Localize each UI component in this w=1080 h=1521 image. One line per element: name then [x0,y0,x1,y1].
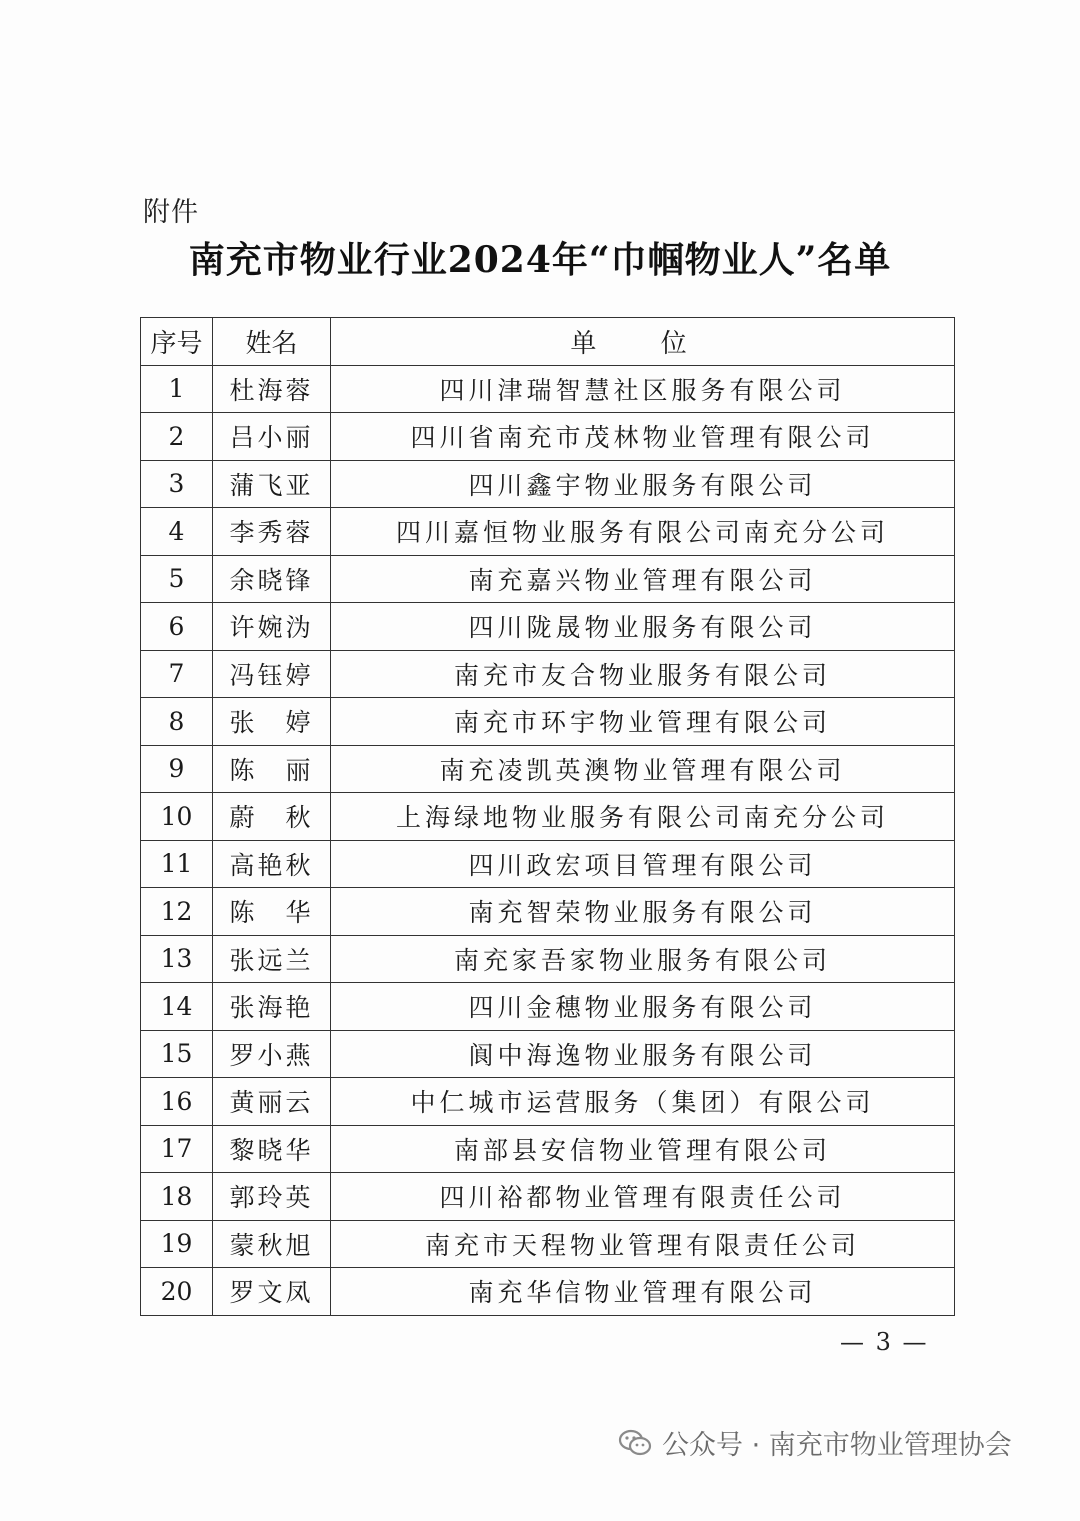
row-name: 罗文凤 [213,1268,331,1316]
row-number: 5 [141,555,213,603]
row-unit: 南充凌凯英澳物业管理有限公司 [331,745,955,793]
row-unit: 南充市友合物业服务有限公司 [331,650,955,698]
row-number: 17 [141,1125,213,1173]
row-number: 12 [141,888,213,936]
row-number: 8 [141,698,213,746]
header-name: 姓名 [213,318,331,366]
row-number: 16 [141,1078,213,1126]
table-row [141,1220,955,1268]
row-unit: 四川政宏项目管理有限公司 [331,840,955,888]
table-row [141,1173,955,1221]
watermark-text: 公众号 · 南充市物业管理协会 [662,1430,1012,1461]
table-row [141,793,955,841]
attachment-label: 附件 [143,197,199,228]
row-unit: 四川金穗物业服务有限公司 [331,983,955,1031]
table-body [141,365,955,1315]
document-title: 南充市物业行业2024年“巾帼物业人”名单 [188,239,892,281]
row-name: 黎晓华 [213,1125,331,1173]
row-name: 李秀蓉 [213,508,331,556]
table-row [141,1030,955,1078]
row-number: 10 [141,793,213,841]
row-number: 3 [141,460,213,508]
row-number: 20 [141,1268,213,1316]
row-name: 蒙秋旭 [213,1220,331,1268]
row-number: 19 [141,1220,213,1268]
row-name: 张海艳 [213,983,331,1031]
table-row [141,555,955,603]
row-name: 许婉沩 [213,603,331,651]
row-name: 蔚 秋 [213,793,331,841]
table-row [141,508,955,556]
row-name: 高艳秋 [213,840,331,888]
row-unit: 四川省南充市茂林物业管理有限公司 [331,413,955,461]
row-name: 陈 丽 [213,745,331,793]
row-name: 陈 华 [213,888,331,936]
row-number: 9 [141,745,213,793]
row-unit: 南充华信物业管理有限公司 [331,1268,955,1316]
row-unit: 南充智荣物业服务有限公司 [331,888,955,936]
row-unit: 四川陇晟物业服务有限公司 [331,603,955,651]
row-unit: 四川鑫宇物业服务有限公司 [331,460,955,508]
table-row [141,983,955,1031]
table-row [141,745,955,793]
table-row [141,698,955,746]
row-number: 7 [141,650,213,698]
row-number: 18 [141,1173,213,1221]
row-number: 11 [141,840,213,888]
table-row [141,1078,955,1126]
row-unit: 南充嘉兴物业管理有限公司 [331,555,955,603]
row-unit: 四川嘉恒物业服务有限公司南充分公司 [331,508,955,556]
page-number: — 3 — [840,1328,929,1356]
row-unit: 南部县安信物业管理有限公司 [331,1125,955,1173]
table-row [141,460,955,508]
row-number: 4 [141,508,213,556]
table-row [141,650,955,698]
row-name: 郭玲英 [213,1173,331,1221]
row-number: 1 [141,365,213,413]
row-number: 6 [141,603,213,651]
table-row [141,1125,955,1173]
row-unit: 中仁城市运营服务（集团）有限公司 [331,1078,955,1126]
row-name: 蒲飞亚 [213,460,331,508]
row-unit: 四川津瑞智慧社区服务有限公司 [331,365,955,413]
row-name: 罗小燕 [213,1030,331,1078]
table-header-row [141,318,955,366]
row-number: 14 [141,983,213,1031]
table-row [141,840,955,888]
row-name: 张 婷 [213,698,331,746]
header-no: 序号 [141,318,213,366]
header-unit: 单 位 [331,318,955,366]
row-unit: 阆中海逸物业服务有限公司 [331,1030,955,1078]
row-name: 张远兰 [213,935,331,983]
row-name: 冯钰婷 [213,650,331,698]
row-unit: 南充市环宇物业管理有限公司 [331,698,955,746]
roster-table [140,317,955,1316]
row-name: 杜海蓉 [213,365,331,413]
table-row [141,888,955,936]
row-unit: 四川裕都物业管理有限责任公司 [331,1173,955,1221]
row-unit: 南充家吾家物业服务有限公司 [331,935,955,983]
row-name: 黄丽云 [213,1078,331,1126]
row-number: 13 [141,935,213,983]
table-row [141,413,955,461]
watermark [618,1423,1012,1462]
table-row [141,603,955,651]
row-name: 吕小丽 [213,413,331,461]
wechat-icon [618,1426,652,1460]
row-number: 2 [141,413,213,461]
row-unit: 上海绿地物业服务有限公司南充分公司 [331,793,955,841]
row-unit: 南充市天程物业管理有限责任公司 [331,1220,955,1268]
row-name: 余晓锋 [213,555,331,603]
table-row [141,935,955,983]
row-number: 15 [141,1030,213,1078]
table-row [141,365,955,413]
table-row [141,1268,955,1316]
